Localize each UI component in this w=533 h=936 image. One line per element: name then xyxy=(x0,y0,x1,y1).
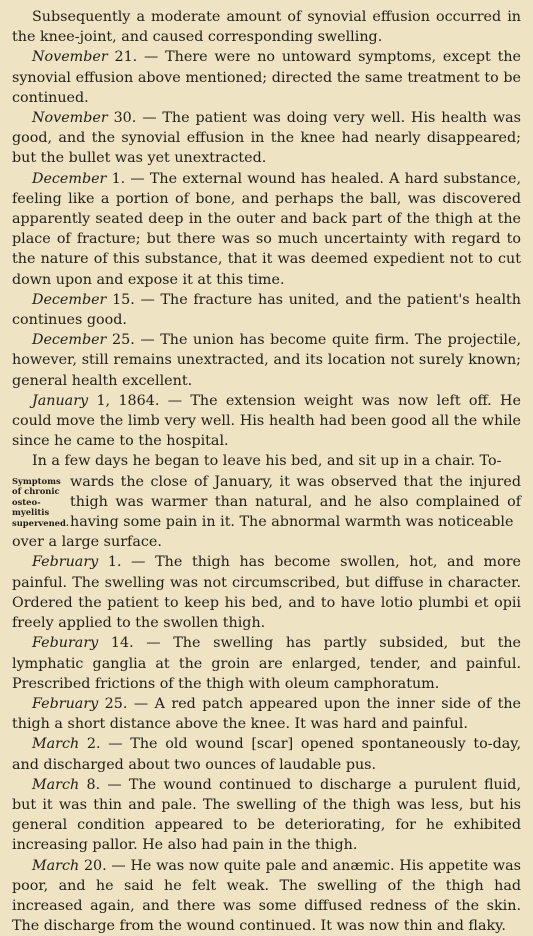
entry-date: February xyxy=(32,554,99,571)
paragraph: November 30. — The patient was doing very well. His health was good, and the synovial effusion in the knee had nearly disappeared; but the bullet was yet unextracted. xyxy=(12,110,521,167)
paragraph: Subsequently a moderate amount of synovial effusion occurred in the knee-joint, and caused corresponding swelling. xyxy=(12,9,521,46)
paragraph: February 25. — A red patch appeared upon the inner side of the thigh a short distance above the knee. It was hard and painful. xyxy=(12,695,521,733)
marginal-note: Symptoms of chronic osteo-myelitis supervened. xyxy=(12,475,69,528)
paragraph: February 1. — The thigh has become swollen, hot, and more painful. The swelling was not circumscribed, but diffuse in character. Ordered the patient to keep his bed, and to have lotio plumbi et opii freely applied to the swollen thigh. xyxy=(12,554,521,632)
entry-date: December xyxy=(32,170,107,187)
entry-date: February xyxy=(32,695,99,712)
entry-date: March xyxy=(32,736,80,753)
entry-date: March xyxy=(32,857,80,874)
paragraph: In a few days he began to leave his bed, and sit up in a chair. To- xyxy=(32,453,502,470)
entry-date: November xyxy=(32,49,108,66)
marginal-note-block xyxy=(12,472,521,533)
paragraph: November 21. — There were no untoward symptoms, except the synovial effusion above mentioned; directed the same treatment to be continued. xyxy=(12,49,521,106)
paragraph-continuation: over a large surface. xyxy=(12,534,162,551)
paragraph: March 2. — The old wound [scar] opened spontaneously to-day, and discharged about two ounces of laudable pus. xyxy=(12,736,521,773)
paragraph: Feburary 14. — The swelling has partly subsided, but the lymphatic ganglia at the groin are enlarged, tender, and painful. Prescribed frictions of the thigh with oleum camphoratum. xyxy=(12,635,521,692)
paragraph-continuation: wards the close of January, it was observed that the injured thigh was warmer than natural, and he also complained of having some pain in it. The abnormal warmth was noticeable xyxy=(70,473,521,531)
paragraph: December 25. — The union has become quite firm. The projectile, however, still remains unextracted, and its location not surely known; general health excellent. xyxy=(12,332,521,389)
entry-date: Feburary xyxy=(32,635,99,652)
entry-date: December xyxy=(32,332,107,349)
paragraph: December 15. — The fracture has united, and the patient's health continues good. xyxy=(12,291,521,329)
entry-date: January xyxy=(32,392,89,409)
paragraph: March 8. — The wound continued to discharge a purulent fluid, but it was thin and pale. The swelling of the thigh was less, but his general condition appeared to be deteriorating, for he exhibited increasing pallor. He also had pain in the thigh. xyxy=(12,776,521,854)
paragraph: March 20. — He was now quite pale and anæmic. His appetite was poor, and he said he felt weak. The swelling of the thigh had increased again, and there was some diffused redness of the skin. The discharge from the wound continued. It was now thin and flaky. xyxy=(12,857,521,935)
paragraph: December 1. — The external wound has healed. A hard substance, feeling like a portion of bone, and perhaps the ball, was discovered apparently seated deep in the outer and back part of the thigh at the place of fracture; but there was so much uncertainty with regard to the nature of this substance, that it was deemed expedient not to cut down upon and expose it at this time. xyxy=(12,170,521,288)
paragraph: January 1, 1864. — The extension weight was now left off. He could move the limb very well. His health had been good all the while since he came to the hospital. xyxy=(12,392,521,450)
entry-date: December xyxy=(32,291,107,308)
entry-date: March xyxy=(32,776,80,793)
entry-date: November xyxy=(32,110,108,127)
